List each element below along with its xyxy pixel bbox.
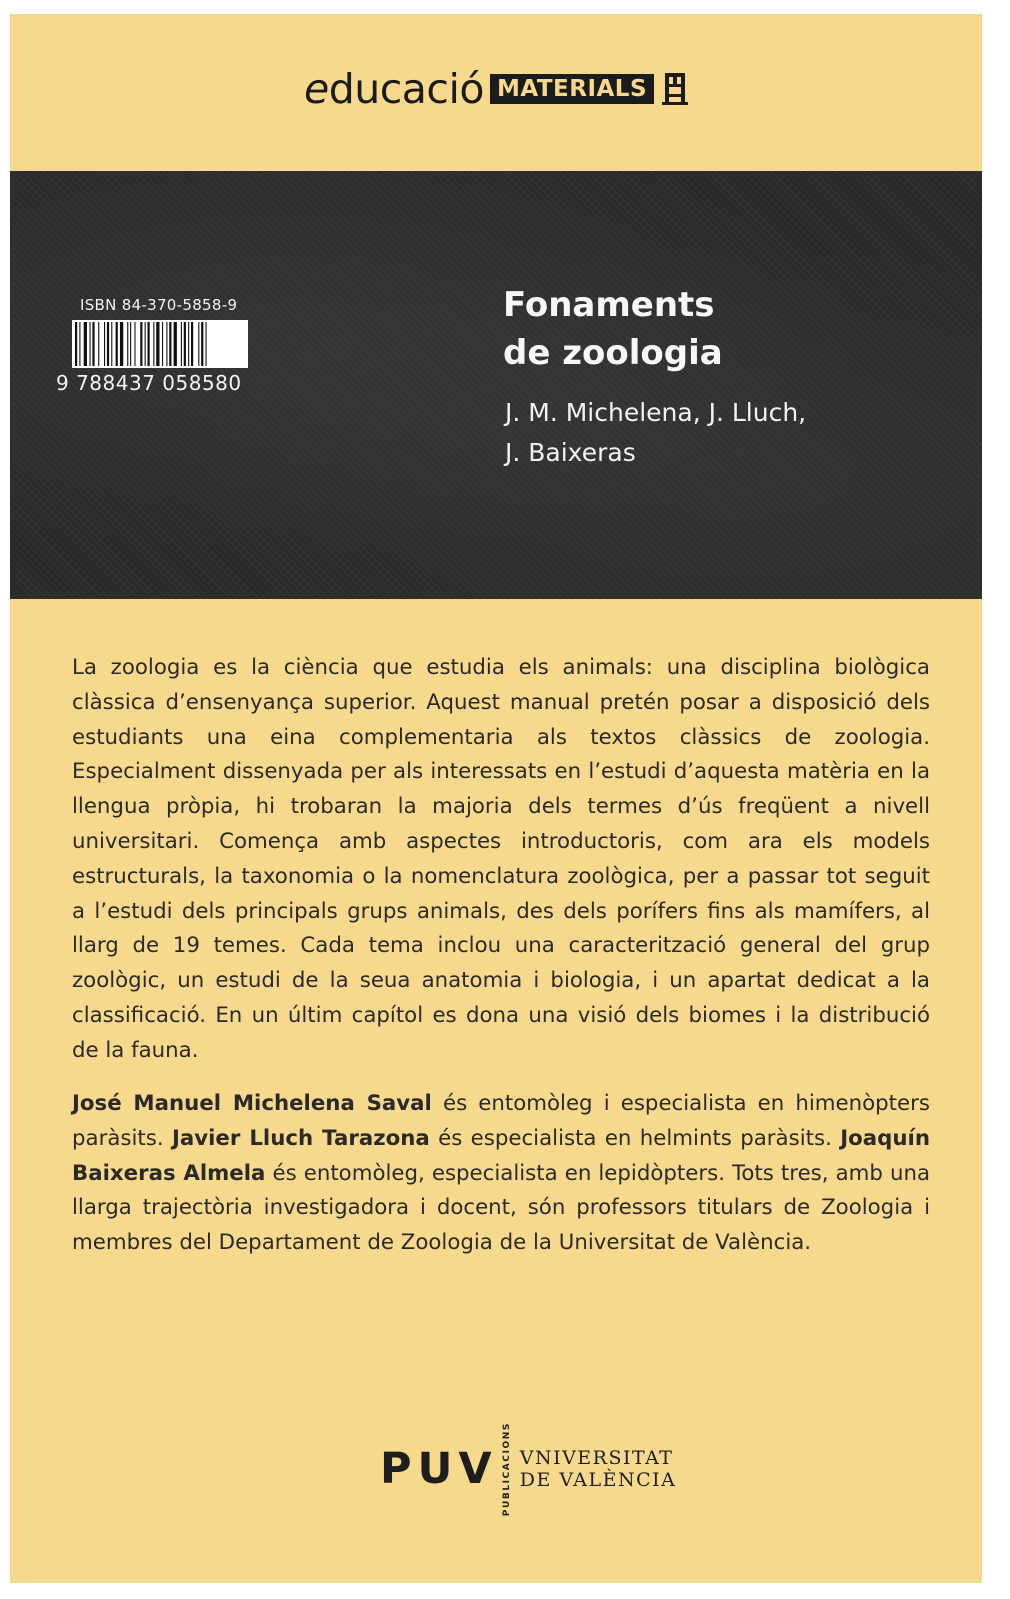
book-title-line-1: Fonaments (503, 285, 715, 325)
author-1-name: José Manuel Michelena Saval (72, 1091, 432, 1116)
book-authors-line-2: J. Baixeras (505, 438, 636, 467)
authors-bio-paragraph (72, 1087, 930, 1261)
series-tower-icon (662, 71, 688, 107)
publisher-logo (380, 1421, 677, 1517)
series-badge: MATERIALS (490, 74, 654, 104)
title-band (10, 171, 982, 599)
book-title (503, 281, 723, 377)
series-name: educació (304, 64, 484, 113)
publisher-vertical-label: PUBLICACIONS (501, 1421, 512, 1517)
author-3-bio: és entomòleg, especialista en lepidòpters. Tots tres, amb una llarga trajectòria investigadora i docent, són professors titulars de Zoologia i membres del Departament de Zoologia de la Universitat de València. (72, 1160, 930, 1256)
book-title-line-2: de zoologia (503, 333, 723, 373)
isbn-label: ISBN 84-370-5858-9 (80, 296, 238, 314)
ean-number: 9 788437 058580 (56, 371, 242, 395)
synopsis-paragraph: La zoologia es la ciència que estudia els animals: una disciplina biològica clàssica d’ensenyança superior. Aquest manual pretén posar a disposició dels estudiants una eina complementaria als textos clàssics de zoologia. Especialment dissenyada per als interessats en l’estudi d’aquesta matèria en la llengua pròpia, hi trobaran la majoria dels termes d’ús freqüent a nivell universitari. Comença amb aspectes introductoris, com ara els models estructurals, la taxonomia o la nomenclatura zoològica, per a passar tot seguit a l’estudi dels principals grups animals, des dels porífers fins als mamífers, al llarg de 19 temes. Cada tema inclou una caracterització general del grup zoològic, un estudi de la seua anatomia i biologia, i un apartat dedicat a la classificació. En un últim capítol es dona una visió dels biomes i la distribució de la fauna. (72, 655, 930, 1063)
university-name-line-2: DE VALÈNCIA (519, 1469, 677, 1491)
book-authors-line-1: J. M. Michelena, J. Lluch, (505, 398, 807, 427)
publisher-abbrev: PUV (380, 1444, 498, 1494)
author-2-bio: és especialista en helmints paràsits. (429, 1125, 841, 1151)
university-name-line-1: VNIVERSITAT (519, 1447, 674, 1469)
book-back-cover (10, 14, 982, 1583)
book-authors (505, 393, 806, 473)
university-logo (520, 1447, 677, 1491)
series-logo (304, 64, 688, 114)
author-3-name: Joaquín Baixeras Almela (72, 1125, 930, 1186)
author-2-name: Javier Lluch Tarazona (171, 1125, 430, 1151)
author-1-bio: és entomòleg i especialista en himenòpters paràsits. (72, 1091, 930, 1151)
barcode (72, 320, 248, 368)
